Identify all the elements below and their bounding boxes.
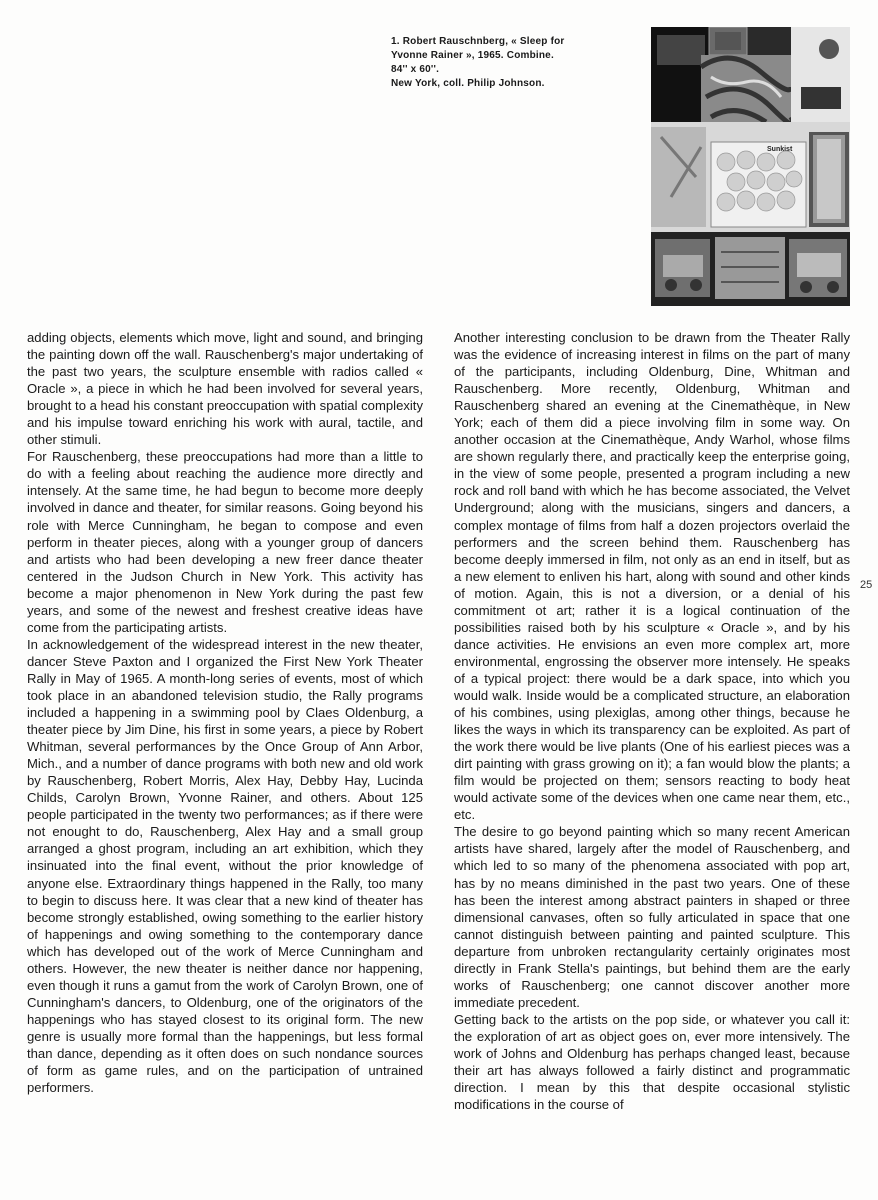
caption-line: Yvonne Rainer », 1965. Combine. bbox=[391, 50, 554, 61]
figure-caption bbox=[391, 35, 641, 91]
paragraph: The desire to go beyond painting which so many recent American artists have shared, largely after the model of Rauschenberg, and which led to so many of the phenomena associated with pop art, has by no means diminished in the past two years. One of these has been the interest among abstract painters in shaped or three dimensional canvases, often so fully articulated in space that one cannot distinguish between painting and painted sculpture. This departure from unbroken rectangularity certainly originates most directly in Frank Stella's paintings, but behind them are the early works of Rauschenberg; one cannot discover another more immediate precedent. bbox=[454, 824, 850, 1010]
page-number: 25 bbox=[860, 579, 873, 591]
paragraph: adding objects, elements which move, light and sound, and bringing the painting down off the wall. Rauschenberg's major undertaking of the past two years, the sculpture ensemble with radios called « Oracle », a piece in which he had been involved for several years, brought to a head his constant preoccupation with spatial complexity and his impulse toward enriching his work with aural, tactile, and other stimuli. bbox=[27, 330, 423, 448]
caption-line: 1. Robert Rauschnberg, « Sleep for bbox=[391, 36, 565, 47]
right-text-column bbox=[454, 329, 850, 1113]
paragraph: Another interesting conclusion to be drawn from the Theater Rally was the evidence of increasing interest in films on the part of many of the participants, including Oldenburg, Dine, Whitman and Rauschenberg. More recently, Oldenburg, Whitman and Rauschenberg shared an evening at the Cinemathèque, in New York; each of them did a piece involving film in some way. On another occasion at the Cinemathèque, Andy Warhol, whose films are shown regularly there, and practically keep the enterprise going, in the view of some people, presented a program including a new rock and roll band with which he has become associated, the Velvet Underground; along with the musicians, singers and dancers, a complex montage of films from half a dozen projectors overlaid the performers and the screen behind them. Rauschenberg has become deeply immersed in film, not only as an end in itself, but as a new element to enliven his hart, along with sound and other kinds of motion. Again, this is not a diversion, or a denial of his commitment ot art; rather it is a logical continuation of the possibilities raised both by his sculpture « Oracle », and by his dance activities. He envisions an even more complex art, more environmental, engrossing the observer more intensely. He speaks of a typical project: there would be a dark space, into which you would walk. Inside would be a complicated structure, an elaboration of his combines, using plexiglas, among other things, because he likes the ways in which its transparency can be exploited. As part of the work there would be live plants (One of his earliest pieces was a dirt painting with grass growing on it); a fan would blow the plants; a film would be projected on them; sensors reacting to body heat would activate some of the devices when one came near them, etc., etc. bbox=[454, 330, 850, 823]
caption-line: New York, coll. Philip Johnson. bbox=[391, 78, 545, 89]
paragraph: For Rauschenberg, these preoccupations had more than a little to do with a feeling about reaching the audience more directly and intensely. At the same time, he had begun to become more deeply involved in dance and theater, for similar reasons. Going beyond his role with Merce Cunningham, he began to compose and even perform in theater pieces, along with a younger group of dancers and artists who had been developing a new freer dance theater centered in the Judson Church in New York. This activity has become a major phenomenon in New York during the past few years, and some of the newest and freshest creative ideas have come from the participating artists. bbox=[27, 449, 423, 635]
combine-painting-image bbox=[651, 27, 850, 306]
paragraph: In acknowledgement of the widespread interest in the new theater, dancer Steve Paxton and I organized the First New York Theater Rally in May of 1965. A month-long series of events, most of which took place in an abandoned television studio, the Rally programs included a happening in a swimming pool by Claes Oldenburg, a theater piece by Jim Dine, his first in some years, a piece by Robert Whitman, several performances by the Once Group of Ann Arbor, Mich., and a number of dance programs with both new and old work by Rauschenberg, Robert Morris, Alex Hay, Debby Hay, Lucinda Childs, Carolyn Brown, Yvonne Rainer, and others. About 125 people participated in the twenty two performances; as if there were not enought to do, Rauschenberg, Alex Hay and a small group arranged a ghost program, including an art exhibition, which they insinuated into the final event, without the prior knowledge of anyone else. Extraordinary things happened in the Rally, too many to begin to discuss here. It was clear that a new kind of theater has become strongly established, owing something to the earlier history of happenings and owing something to the contemporary dance which has developed out of the work of Merce Cunningham and others. However, the new theater is neither dance nor happening, even though it runs a gamut from the work of Carolyn Brown, one of Cunningham's dancers, to Oldenburg, one of the originators of the happenings who has stayed closest to its original form. The new genre is usually more formal than the happenings, but less formal than dance, depending as it often does on such nondance sources of form as game rules, and on the participation of untrained performers. bbox=[27, 636, 423, 1096]
sunkist-label: Sunkist bbox=[767, 146, 793, 153]
left-text-column bbox=[27, 329, 423, 1096]
artwork-photograph bbox=[651, 27, 850, 306]
caption-line: 84'' x 60''. bbox=[391, 64, 440, 75]
paragraph: Getting back to the artists on the pop side, or whatever you call it: the exploration of art as object goes on, ever more intensively. The work of Johns and Oldenburg has perhaps changed least, because their art has always followed a fairly distinct and programmatic direction. I mean by this that despite occasional stylistic modifications in the course of bbox=[454, 1011, 850, 1113]
